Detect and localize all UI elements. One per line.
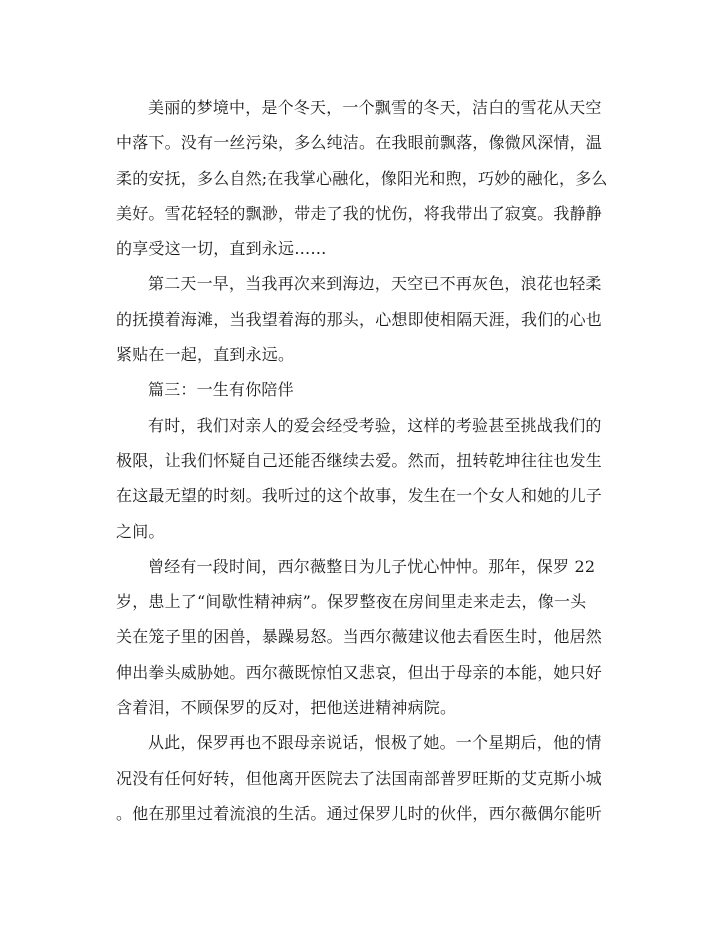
text-line: 。他在那里过着流浪的生活。通过保罗儿时的伙伴，西尔薇偶尔能听 — [116, 803, 603, 823]
text-line: 美好。雪花轻轻的飘渺，带走了我的忧伤，将我带出了寂寞。我静静 — [116, 203, 603, 223]
text-line: 的享受这一切，直到永远…… — [116, 239, 327, 259]
text-line: 有时，我们对亲人的爱会经受考验，这样的考验甚至挑战我们的 — [148, 415, 602, 435]
text-line: 之间。 — [116, 521, 165, 541]
text-line: 极限，让我们怀疑自己还能否继续去爱。然而，扭转乾坤往往也发生 — [116, 450, 603, 470]
document-body — [116, 90, 612, 831]
text-line: 美丽的梦境中，是个冬天，一个飘雪的冬天，洁白的雪花从天空 — [148, 98, 602, 117]
text-line: 的抚摸着海滩，当我望着海的那头，心想即使相隔天涯，我们的心也 — [116, 309, 603, 329]
text-line: 况没有任何好转，但他离开医院去了法国南部普罗旺斯的艾克斯小城 — [116, 768, 603, 788]
text-line: 第二天一早，当我再次来到海边，天空已不再灰色，浪花也轻柔 — [148, 274, 602, 294]
text-line: 在这最无望的时刻。我听过的这个故事，发生在一个女人和她的儿子 — [116, 486, 603, 506]
text-line: 紧贴在一起，直到永远。 — [116, 345, 295, 365]
text-line: 中落下。没有一丝污染，多么纯洁。在我眼前飘落，像微风深情，温 — [116, 133, 603, 153]
text-line: 柔的安抚，多么自然;在我掌心融化，像阳光和煦，巧妙的融化，多么 — [116, 168, 608, 188]
text-line: 伸出拳头威胁她。西尔薇既惊怕又悲哀，但出于母亲的本能，她只好 — [116, 662, 603, 682]
section-heading: 篇三：一生有你陪伴 — [148, 380, 294, 400]
text-line: 关在笼子里的困兽，暴躁易怒。当西尔薇建议他去看医生时，他居然 — [116, 627, 603, 647]
text-line: 岁，患上了“间歇性精神病”。保罗整夜在房间里走来走去，像一头 — [116, 592, 587, 612]
text-line: 含着泪，不顾保罗的反对，把他送进精神病院。 — [116, 698, 457, 718]
text-line: 曾经有一段时间，西尔薇整日为儿子忧心忡忡。那年，保罗 22 — [148, 556, 596, 576]
text-line: 从此，保罗再也不跟母亲说话，恨极了她。一个星期后，他的情 — [148, 733, 602, 753]
